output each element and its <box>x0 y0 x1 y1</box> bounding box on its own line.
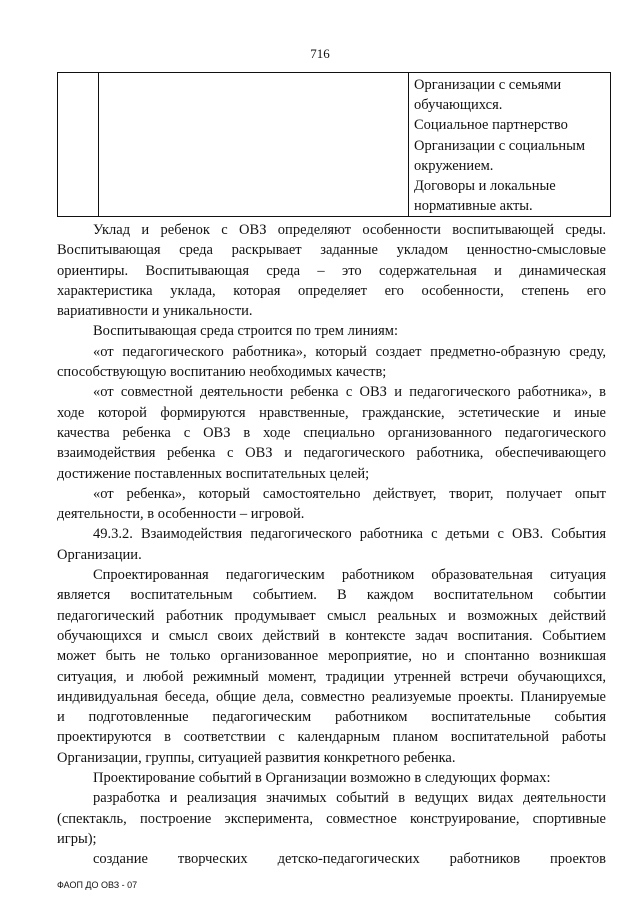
table-cell-line: Социальное партнерство <box>414 117 568 134</box>
table-cell-line: обучающихся. <box>414 97 503 114</box>
text-line: Проектирование событий в Организации возможно в следующих формах: <box>93 770 551 787</box>
text-line: и подготовленные педагогическим работником воспитательные события <box>57 709 606 726</box>
text-line: может быть не только организованное мероприятие, но и спонтанно возникшая <box>57 648 606 665</box>
paragraph <box>57 524 606 565</box>
text-line: взаимодействия ребенка с ОВЗ и педагогического работника, обеспечивающего <box>57 445 606 462</box>
text-line: разработка и реализация значимых событий в ведущих видах деятельности <box>93 790 606 807</box>
table-cell-line: Организации с социальным <box>414 137 586 154</box>
text-line: обучающихся и смысл своих действий в контексте задач воспитания. Событием <box>57 627 606 644</box>
text-line: (спектакль, построение эксперимента, совместное конструирование, спортивные <box>57 810 606 827</box>
text-line: Организации, группы, ситуацией развития конкретного ребенка. <box>57 749 456 766</box>
text-line: Воспитывающая среда строится по трем линиям: <box>93 323 398 340</box>
paragraph <box>57 484 606 525</box>
text-line: проектируются в соответствии с календарным планом воспитательной работы <box>57 729 606 746</box>
text-line: Организации. <box>57 546 142 563</box>
text-line: «от совместной деятельности ребенка с ОВЗ и педагогического работника», в <box>93 384 606 401</box>
text-line: достижение поставленных воспитательных целей; <box>57 465 370 482</box>
text-line: ориентиры. Воспитывающая среда – это содержательная и динамическая <box>57 262 606 279</box>
table-cell-line: Организации с семьями <box>414 77 562 93</box>
text-line: игры); <box>57 830 97 847</box>
text-line: способствующую воспитанию необходимых качеств; <box>57 364 387 381</box>
table-cell-empty-2 <box>99 73 409 217</box>
text-line: Спроектированная педагогическим работником образовательная ситуация <box>93 567 606 584</box>
text-line: вариативности и уникальности. <box>57 303 253 320</box>
text-line: педагогический работник продумывает смысл реальных и возможных действий <box>57 607 606 624</box>
paragraph <box>57 788 606 849</box>
page-number: 716 <box>310 46 330 61</box>
text-line: Уклад и ребенок с ОВЗ определяют особенности воспитывающей среды. <box>93 222 606 238</box>
table-cell-line: нормативные акты. <box>414 198 533 215</box>
table-row <box>58 73 611 217</box>
paragraph <box>57 220 606 321</box>
table-cell-line: Договоры и локальные <box>414 178 556 195</box>
text-line: индивидуальная беседа, общие дела, совместно реализуемые проекты. Планируемые <box>57 688 606 705</box>
paragraph <box>57 321 606 341</box>
paragraph <box>57 849 606 869</box>
table-cell-line: окружением. <box>414 157 494 174</box>
paragraph <box>57 342 606 383</box>
paragraph <box>57 382 606 483</box>
text-line: Воспитывающая среда раскрывает заданные укладом ценностно-смысловые <box>57 242 606 259</box>
text-line: ходе которой формируются нравственные, гражданские, эстетические и иные <box>57 404 606 421</box>
paragraph <box>57 565 606 768</box>
footer: ФАОП ДО ОВЗ - 07 <box>57 880 138 890</box>
text-line: деятельности, в особенности – игровой. <box>57 506 305 523</box>
text-line: создание творческих детско-педагогических работников проектов <box>93 851 606 868</box>
text-line: «от педагогического работника», который создает предметно-образную среду, <box>93 343 606 360</box>
text-line: «от ребенка», который самостоятельно действует, творит, получает опыт <box>93 485 606 502</box>
paragraph <box>57 768 606 788</box>
text-line: является воспитательным событием. В каждом воспитательном событии <box>57 587 606 604</box>
text-line: качества ребенка с ОВЗ в ходе специально организованного педагогического <box>57 424 606 441</box>
body-text <box>57 220 606 870</box>
table-fragment <box>57 72 611 217</box>
text-line: 49.3.2. Взаимодействия педагогического работника с детьми с ОВЗ. События <box>93 526 606 543</box>
table-cell-empty-1 <box>58 73 99 217</box>
text-line: характеристика уклада, которая определяет его особенности, степень его <box>57 282 606 299</box>
text-line: ситуация, и любой режимный момент, традиции утренней встречи обучающихся, <box>57 668 606 685</box>
table-cell-text <box>409 73 611 217</box>
